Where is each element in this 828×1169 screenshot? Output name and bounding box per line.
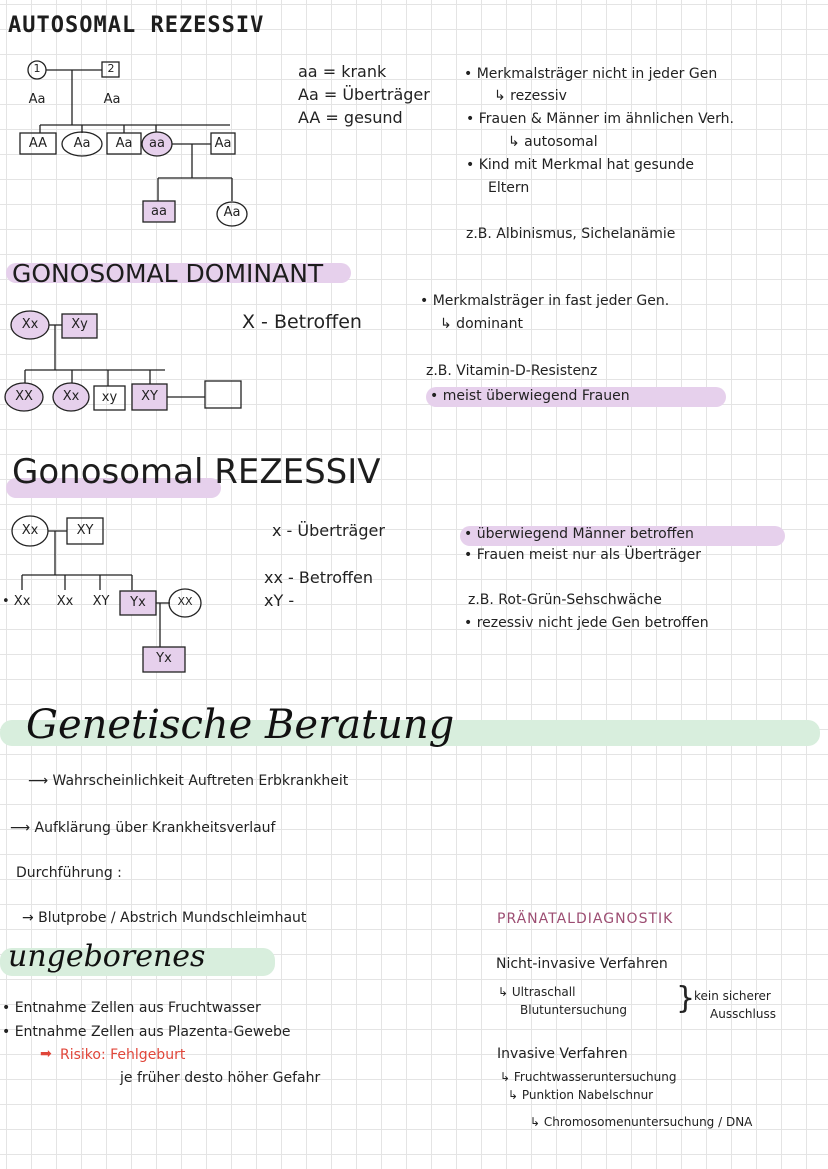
note-line: • meist überwiegend Frauen <box>430 388 630 404</box>
praenatal-title: PRÄNATALDIAGNOSTIK <box>497 911 674 927</box>
note-line: Eltern <box>488 180 530 196</box>
pedigree-genotype: XY <box>76 523 94 538</box>
note-line: • Frauen & Männer im ähnlichen Verh. <box>466 111 735 127</box>
beratung-item: ⟶ Wahrscheinlichkeit Auftreten Erbkrankheit <box>28 773 349 789</box>
note-line: • Merkmalsträger nicht in jeder Gen <box>464 66 718 82</box>
entnahme-line: • Entnahme Zellen aus Fruchtwasser <box>2 1000 261 1016</box>
invasiv-item: ↳ Chromosomenuntersuchung / DNA <box>530 1115 753 1129</box>
blutprobe-line: → Blutprobe / Abstrich Mundschleimhaut <box>22 910 307 926</box>
pedigree-genotype: Aa <box>103 92 121 107</box>
pedigree-genotype: Yx <box>130 595 146 610</box>
frueher-line: je früher desto höher Gefahr <box>120 1070 321 1086</box>
pedigree-genotype: Aa <box>73 136 91 151</box>
ungeborenes-heading: ungeborenes <box>8 939 206 974</box>
pedigree-genotype: Xx <box>21 317 39 332</box>
pedigree-genotype: • Xx <box>2 594 31 609</box>
example-line: z.B. Rot-Grün-Sehschwäche <box>468 592 662 608</box>
section-title-beratung: Genetische Beratung <box>26 702 455 748</box>
pedigree-number: 2 <box>107 62 115 75</box>
pedigree-genotype: Aa <box>115 136 133 151</box>
nicht-invasiv-label: Nicht-invasive Verfahren <box>496 956 668 972</box>
pedigree-genotype: Xx <box>21 523 39 538</box>
pedigree-genotype: AA <box>28 136 48 151</box>
example-line: z.B. Vitamin-D-Resistenz <box>426 363 598 379</box>
risiko-arrow-icon: ➡ <box>40 1046 52 1062</box>
legend-line: X - Betroffen <box>242 311 362 333</box>
entnahme-line: • Entnahme Zellen aus Plazenta-Gewebe <box>2 1024 291 1040</box>
kein-sicherer-line: kein sicherer <box>694 989 771 1003</box>
pedigree-genotype: Yx <box>156 651 172 666</box>
pedigree-genotype: Xy <box>71 317 88 332</box>
beratung-item: ⟶ Aufklärung über Krankheitsverlauf <box>10 820 276 836</box>
pedigree-genotype: XY <box>141 389 158 404</box>
legend-line: x - Überträger <box>272 521 385 540</box>
pedigree-genotype: aa <box>151 204 167 219</box>
brace-symbol: } <box>676 981 696 1016</box>
section-title-gono-rezessiv: Gonosomal REZESSIV <box>12 452 381 492</box>
pedigree-genotype: xy <box>101 390 118 405</box>
pedigree-genotype: Xx <box>56 594 74 609</box>
note-line: • Frauen meist nur als Überträger <box>464 547 702 563</box>
note-line: • überwiegend Männer betroffen <box>464 526 694 542</box>
pedigree-number: 1 <box>33 62 41 75</box>
durchfuehrung-label: Durchführung : <box>16 865 122 881</box>
legend-line: AA = gesund <box>298 108 403 127</box>
risiko-line: Risiko: Fehlgeburt <box>60 1047 186 1063</box>
pedigree-male-symbol <box>205 381 241 408</box>
legend-line: xY - <box>264 591 295 610</box>
pedigree-genotype: Aa <box>214 136 232 151</box>
pedigree-genotype: XY <box>92 594 110 609</box>
pedigree-genotype: XX <box>177 595 193 608</box>
note-line: • rezessiv nicht jede Gen betroffen <box>464 615 709 631</box>
note-line: • Kind mit Merkmal hat gesunde <box>466 157 694 173</box>
note-line: ↳ rezessiv <box>494 88 567 104</box>
pedigree-genotype: Xx <box>62 389 80 404</box>
invasiv-item: ↳ Punktion Nabelschnur <box>508 1088 654 1102</box>
note-line: ↳ dominant <box>440 316 523 332</box>
pedigree-genotype: XX <box>15 389 33 404</box>
legend-line: xx - Betroffen <box>264 568 373 587</box>
kein-sicherer-line: Ausschluss <box>710 1007 776 1021</box>
note-line: • Merkmalsträger in fast jeder Gen. <box>420 293 670 309</box>
section-title-gono-dominant: GONOSOMAL DOMINANT <box>12 259 324 288</box>
pedigree-genotype: Aa <box>223 205 241 220</box>
example-line: z.B. Albinismus, Sichelanämie <box>466 226 676 242</box>
invasiv-label: Invasive Verfahren <box>497 1046 628 1062</box>
nicht-invasiv-item: ↳ Ultraschall <box>498 985 576 999</box>
pedigree-genotype: aa <box>149 136 165 151</box>
nicht-invasiv-item: Blutuntersuchung <box>520 1003 627 1017</box>
section-title-autosomal: AUTOSOMAL REZESSIV <box>8 13 265 38</box>
legend-line: aa = krank <box>298 62 387 81</box>
note-line: ↳ autosomal <box>508 134 598 150</box>
pedigree-genotype: Aa <box>28 92 46 107</box>
invasiv-item: ↳ Fruchtwasseruntersuchung <box>500 1070 677 1084</box>
legend-line: Aa = Überträger <box>298 85 430 104</box>
